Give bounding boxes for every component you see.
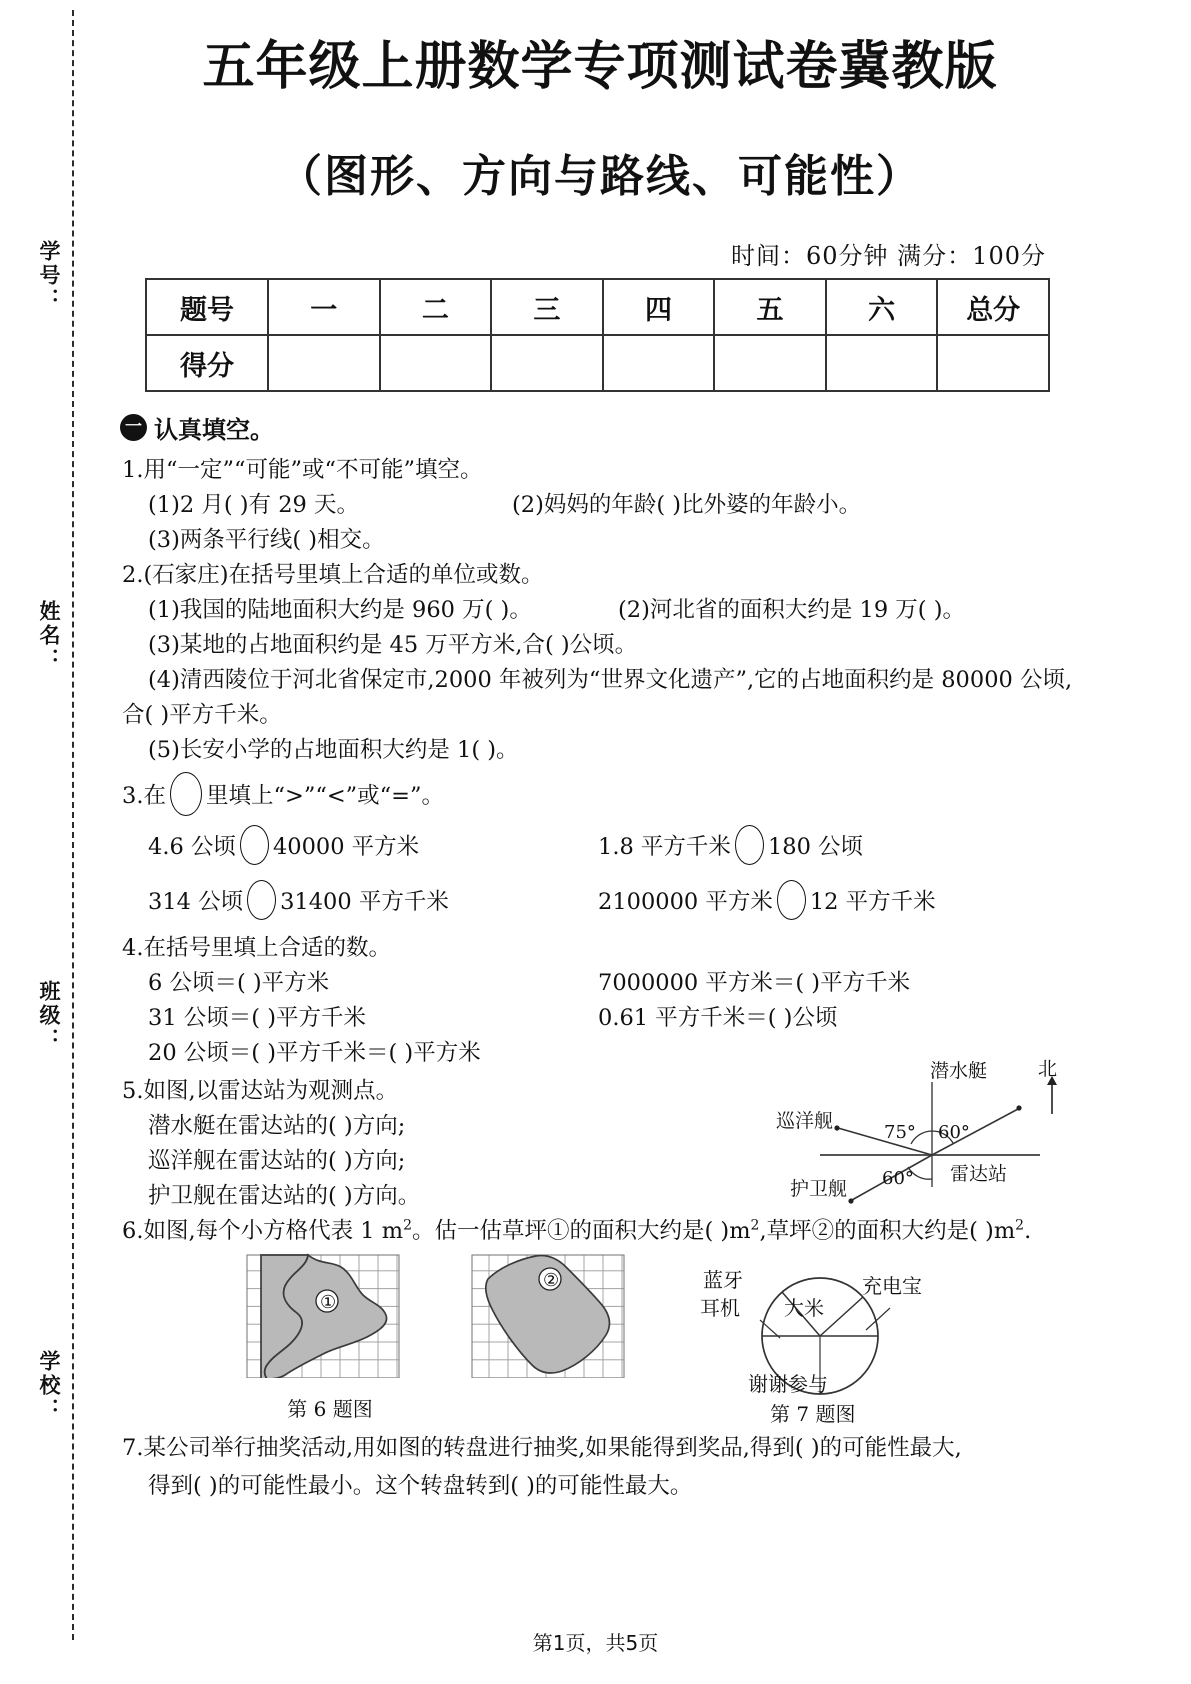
comparison-1 xyxy=(148,825,419,865)
radar-label-station: 雷达站 xyxy=(950,1163,1008,1185)
radar-label-submarine: 潜水艇 xyxy=(930,1060,988,1082)
lawn-label-2: ② xyxy=(543,1270,560,1291)
score-cell-5[interactable] xyxy=(714,335,826,391)
comparison-4-left: 2100000 平方米 xyxy=(598,889,773,915)
radar-angle-submarine: 60° xyxy=(938,1122,970,1143)
row-label-question-no: 题号 xyxy=(146,279,268,335)
comparison-4-right: 12 平方千米 xyxy=(809,889,936,915)
margin-label-school: 学校： xyxy=(37,1350,61,1422)
radar-direction-figure xyxy=(776,1058,1080,1207)
spinner-label-powerbank: 充电宝 xyxy=(862,1274,922,1298)
question-2-stem: 2.(石家庄)在括号里填上合适的单位或数。 xyxy=(122,562,544,588)
question-6-stem-a: 6.如图,每个小方格代表 1 m xyxy=(122,1218,404,1244)
question-4-item-3: 31 公顷＝( )平方千米 xyxy=(148,1005,366,1031)
lottery-spinner-figure xyxy=(700,1258,940,1426)
col-5: 五 xyxy=(714,279,826,335)
question-6-sup-3: 2 xyxy=(1015,1217,1025,1234)
table-row-score xyxy=(146,335,1049,391)
question-5-item-1: 潜水艇在雷达站的( )方向; xyxy=(148,1113,406,1139)
question-7-line-1: 7.某公司举行抽奖活动,用如图的转盘进行抽奖,如果能得到奖品,得到( )的可能性最大, xyxy=(122,1435,962,1461)
score-cell-1[interactable] xyxy=(268,335,380,391)
comparison-2-left: 1.8 平方千米 xyxy=(598,834,731,860)
question-4-stem: 4.在括号里填上合适的数。 xyxy=(122,935,391,961)
question-6-stem-c: ,草坪②的面积大约是( )m xyxy=(759,1218,1016,1244)
comparison-2-right: 180 公顷 xyxy=(767,834,864,860)
col-total: 总分 xyxy=(937,279,1049,335)
spinner-label-bluetooth: 蓝牙 xyxy=(703,1268,743,1292)
spinner-label-earphone: 耳机 xyxy=(700,1296,740,1320)
score-table xyxy=(145,278,1050,392)
margin-label-name: 姓名： xyxy=(37,600,61,672)
page-title: 五年级上册数学专项测试卷冀教版 xyxy=(202,37,998,97)
score-cell-2[interactable] xyxy=(380,335,492,391)
margin-label-class: 班级： xyxy=(37,980,61,1052)
comparison-1-left: 4.6 公顷 xyxy=(148,834,236,860)
col-2: 二 xyxy=(380,279,492,335)
comparison-1-right: 40000 平方米 xyxy=(272,834,420,860)
question-6-stem-end: . xyxy=(1024,1218,1032,1244)
margin-label-student-id: 学号： xyxy=(37,240,61,312)
col-1: 一 xyxy=(268,279,380,335)
question-5-item-3: 护卫舰在雷达站的( )方向。 xyxy=(148,1183,421,1209)
spinner-label-thanks: 谢谢参与 xyxy=(748,1372,828,1396)
question-1-item-1: (1)2 月( )有 29 天。 xyxy=(148,492,359,518)
question-3-stem-post: 里填上“>”“<”或“=”。 xyxy=(205,783,445,809)
question-5-item-2: 巡洋舰在雷达站的( )方向; xyxy=(148,1148,406,1174)
question-3-stem-pre: 3.在 xyxy=(122,783,166,809)
question-3-stem xyxy=(122,772,444,816)
radar-label-cruiser: 巡洋舰 xyxy=(776,1110,834,1132)
lawn-figure-1 xyxy=(245,1253,415,1421)
compare-oval-stem[interactable] xyxy=(170,772,202,816)
question-2-item-6: (5)长安小学的占地面积大约是 1( )。 xyxy=(148,737,519,763)
comparison-2 xyxy=(598,825,863,865)
radar-angle-frigate: 60° xyxy=(882,1168,914,1189)
section-heading-label: 认真填空。 xyxy=(154,416,274,444)
score-cell-3[interactable] xyxy=(491,335,603,391)
compare-oval-1[interactable] xyxy=(240,825,269,865)
question-4-item-1: 6 公顷＝( )平方米 xyxy=(148,970,330,996)
question-2-item-2: (2)河北省的面积大约是 19 万( )。 xyxy=(618,597,966,623)
dashed-fold-line xyxy=(72,10,74,1640)
question-2-item-5: 合( )平方千米。 xyxy=(122,702,282,728)
score-cell-6[interactable] xyxy=(826,335,938,391)
question-1-item-3: (3)两条平行线( )相交。 xyxy=(148,527,385,553)
compare-oval-2[interactable] xyxy=(735,825,764,865)
comparison-4 xyxy=(598,880,936,920)
lawn-figure-1-caption: 第 6 题图 xyxy=(287,1397,373,1421)
col-4: 四 xyxy=(603,279,715,335)
question-1-stem: 1.用“一定”“可能”或“不可能”填空。 xyxy=(122,457,483,483)
question-6-stem xyxy=(122,1213,1031,1245)
lawn-label-1: ① xyxy=(320,1292,337,1313)
question-7-line-2: 得到( )的可能性最小。这个转盘转到( )的可能性最大。 xyxy=(148,1473,693,1499)
radar-label-north: 北 xyxy=(1038,1058,1058,1080)
question-6-sup-2: 2 xyxy=(750,1217,760,1234)
compare-oval-4[interactable] xyxy=(777,880,806,920)
margin-strip xyxy=(0,0,82,1684)
question-2-item-4: (4)清西陵位于河北省保定市,2000 年被列为“世界文化遗产”,它的占地面积约是 80000 公顷, xyxy=(148,667,1073,693)
page-subtitle: （图形、方向与路线、可能性） xyxy=(278,151,922,202)
question-5-stem: 5.如图,以雷达站为观测点。 xyxy=(122,1078,399,1104)
table-row-header xyxy=(146,279,1049,335)
col-6: 六 xyxy=(826,279,938,335)
row-label-score: 得分 xyxy=(146,335,268,391)
spinner-label-rice: 大米 xyxy=(784,1296,824,1320)
question-4-item-2: 7000000 平方米＝( )平方千米 xyxy=(598,970,911,996)
question-2-item-1: (1)我国的陆地面积大约是 960 万( )。 xyxy=(148,597,532,623)
page-footer: 第1页，共5页 xyxy=(532,1631,659,1655)
comparison-3-right: 31400 平方千米 xyxy=(280,889,449,915)
comparison-3-left: 314 公顷 xyxy=(148,889,244,915)
question-1-item-2: (2)妈妈的年龄( )比外婆的年龄小。 xyxy=(512,492,862,518)
question-6-sup-1: 2 xyxy=(403,1217,412,1234)
question-4-item-4: 0.61 平方千米＝( )公顷 xyxy=(598,1005,838,1031)
section-number-badge: 一 xyxy=(120,414,147,441)
compare-oval-3[interactable] xyxy=(247,880,276,920)
radar-label-frigate: 护卫舰 xyxy=(790,1178,848,1200)
section-heading-1 xyxy=(120,410,274,445)
score-cell-4[interactable] xyxy=(603,335,715,391)
radar-angle-cruiser: 75° xyxy=(884,1122,916,1143)
col-3: 三 xyxy=(491,279,603,335)
lawn-grid-1-svg xyxy=(245,1253,415,1378)
question-4-item-5: 20 公顷＝( )平方千米＝( )平方米 xyxy=(148,1040,481,1066)
question-2-item-3: (3)某地的占地面积约是 45 万平方米,合( )公顷。 xyxy=(148,632,638,658)
comparison-3 xyxy=(148,880,449,920)
spinner-caption: 第 7 题图 xyxy=(770,1402,856,1426)
score-cell-total[interactable] xyxy=(937,335,1049,391)
exam-meta: 时间：60分钟 满分：100分 xyxy=(731,242,1046,270)
question-6-stem-b: 。估一估草坪①的面积大约是( )m xyxy=(412,1218,751,1244)
lawn-figure-2 xyxy=(470,1253,645,1403)
